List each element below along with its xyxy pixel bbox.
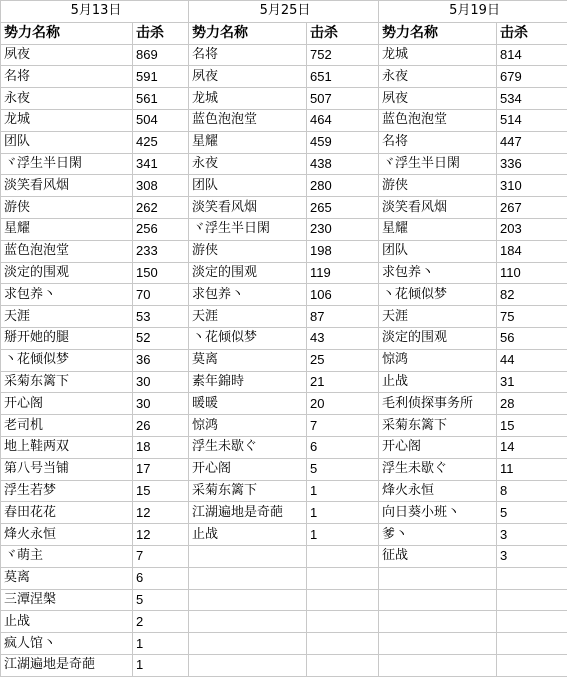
faction-name-cell[interactable]: 春田花花 — [1, 502, 133, 524]
faction-name-cell[interactable] — [189, 611, 307, 633]
kills-cell[interactable]: 7 — [133, 545, 189, 567]
faction-name-cell[interactable]: ヾ萌主 — [1, 545, 133, 567]
table-row — [1, 284, 567, 306]
faction-name-cell[interactable]: ヾ浮生半日閑 — [1, 153, 133, 175]
table-row — [1, 633, 567, 655]
faction-name-cell[interactable]: 毛利侦探事务所 — [379, 393, 497, 415]
table-row — [1, 218, 567, 240]
faction-name-cell[interactable]: ヾ浮生半日閑 — [189, 218, 307, 240]
kills-cell[interactable]: 150 — [133, 262, 189, 284]
table-row — [1, 480, 567, 502]
kills-cell[interactable]: 26 — [133, 415, 189, 437]
faction-name-cell[interactable] — [189, 567, 307, 589]
faction-name-cell[interactable] — [189, 589, 307, 611]
table-row — [1, 415, 567, 437]
faction-name-cell[interactable]: 夙夜 — [1, 44, 133, 66]
table-row — [1, 66, 567, 88]
kills-cell[interactable]: 75 — [497, 306, 567, 328]
faction-name-cell[interactable]: 开心阁 — [379, 436, 497, 458]
kills-cell[interactable] — [307, 633, 379, 655]
kills-cell[interactable] — [307, 545, 379, 567]
kills-cell[interactable]: 20 — [307, 393, 379, 415]
faction-name-cell[interactable]: 夙夜 — [379, 88, 497, 110]
faction-name-cell[interactable] — [379, 567, 497, 589]
faction-name-cell[interactable]: ヾ浮生半日閑 — [379, 153, 497, 175]
kills-cell[interactable] — [497, 654, 567, 676]
faction-name-cell[interactable]: 掰开她的腿 — [1, 327, 133, 349]
kills-cell[interactable]: 262 — [133, 197, 189, 219]
faction-name-cell[interactable]: 淡定的围观 — [189, 262, 307, 284]
faction-name-cell[interactable] — [379, 611, 497, 633]
date-row — [1, 1, 567, 23]
kills-cell[interactable]: 438 — [307, 153, 379, 175]
header-faction-name[interactable]: 势力名称 — [189, 22, 307, 44]
table-row — [1, 262, 567, 284]
faction-name-cell[interactable]: 烽火永恒 — [379, 480, 497, 502]
faction-name-cell[interactable]: 淡笑看风烟 — [1, 175, 133, 197]
kills-cell[interactable]: 184 — [497, 240, 567, 262]
kills-cell[interactable] — [307, 654, 379, 676]
kills-cell[interactable]: 504 — [133, 109, 189, 131]
kills-cell[interactable]: 56 — [497, 327, 567, 349]
faction-name-cell[interactable]: 蓝色泡泡堂 — [1, 240, 133, 262]
faction-name-cell[interactable] — [189, 545, 307, 567]
faction-name-cell[interactable]: 江湖遍地是奇葩 — [1, 654, 133, 676]
faction-name-cell[interactable]: 龙城 — [1, 109, 133, 131]
kills-cell[interactable] — [497, 589, 567, 611]
faction-name-cell[interactable]: 团队 — [1, 131, 133, 153]
kills-cell[interactable]: 82 — [497, 284, 567, 306]
faction-name-cell[interactable]: 蓝色泡泡堂 — [189, 109, 307, 131]
kills-cell[interactable]: 308 — [133, 175, 189, 197]
kills-cell[interactable]: 7 — [307, 415, 379, 437]
header-kills[interactable]: 击杀 — [497, 22, 567, 44]
faction-name-cell[interactable]: 龙城 — [189, 88, 307, 110]
faction-name-cell[interactable]: 团队 — [189, 175, 307, 197]
faction-name-cell[interactable]: 星耀 — [1, 218, 133, 240]
kills-cell[interactable]: 233 — [133, 240, 189, 262]
kills-cell[interactable]: 110 — [497, 262, 567, 284]
kills-cell[interactable]: 265 — [307, 197, 379, 219]
faction-name-cell[interactable]: 淡笑看风烟 — [379, 197, 497, 219]
faction-name-cell[interactable]: 浮生未歇ぐ — [189, 436, 307, 458]
date-cell[interactable]: 5月13日 — [1, 1, 189, 23]
faction-name-cell[interactable]: 莫离 — [1, 567, 133, 589]
faction-name-cell[interactable]: 素年錦時 — [189, 371, 307, 393]
kills-cell[interactable]: 15 — [497, 415, 567, 437]
faction-name-cell[interactable]: 游侠 — [1, 197, 133, 219]
kills-cell[interactable]: 534 — [497, 88, 567, 110]
faction-name-cell[interactable] — [379, 633, 497, 655]
faction-name-cell[interactable]: 丶花倾似梦 — [379, 284, 497, 306]
header-faction-name[interactable]: 势力名称 — [1, 22, 133, 44]
faction-name-cell[interactable]: 丶花倾似梦 — [1, 349, 133, 371]
kills-cell[interactable]: 3 — [497, 524, 567, 546]
faction-name-cell[interactable]: 天涯 — [189, 306, 307, 328]
table-row — [1, 654, 567, 676]
kills-cell[interactable]: 679 — [497, 66, 567, 88]
table-row — [1, 88, 567, 110]
faction-name-cell[interactable]: 求包养丶 — [1, 284, 133, 306]
kills-cell[interactable] — [497, 633, 567, 655]
faction-name-cell[interactable] — [379, 654, 497, 676]
kills-cell[interactable]: 87 — [307, 306, 379, 328]
faction-name-cell[interactable]: 惊鸿 — [189, 415, 307, 437]
faction-name-cell[interactable]: 江湖遍地是奇葩 — [189, 502, 307, 524]
faction-name-cell[interactable]: 永夜 — [1, 88, 133, 110]
kills-cell[interactable]: 12 — [133, 502, 189, 524]
header-faction-name[interactable]: 势力名称 — [379, 22, 497, 44]
kills-cell[interactable]: 11 — [497, 458, 567, 480]
faction-name-cell[interactable]: 暖暖 — [189, 393, 307, 415]
faction-name-cell[interactable]: 永夜 — [379, 66, 497, 88]
faction-name-cell[interactable]: 征战 — [379, 545, 497, 567]
faction-name-cell[interactable]: 止战 — [189, 524, 307, 546]
kills-cell[interactable]: 1 — [307, 502, 379, 524]
kills-cell[interactable]: 280 — [307, 175, 379, 197]
faction-name-cell[interactable]: 止战 — [1, 611, 133, 633]
kills-cell[interactable]: 267 — [497, 197, 567, 219]
table-row — [1, 458, 567, 480]
kills-cell[interactable]: 53 — [133, 306, 189, 328]
faction-name-cell[interactable]: 龙城 — [379, 44, 497, 66]
kills-cell[interactable]: 70 — [133, 284, 189, 306]
faction-name-cell[interactable]: 星耀 — [379, 218, 497, 240]
date-cell[interactable]: 5月19日 — [379, 1, 567, 23]
faction-name-cell[interactable]: 求包养丶 — [379, 262, 497, 284]
faction-name-cell[interactable] — [189, 633, 307, 655]
faction-name-cell[interactable]: 采菊东篱下 — [379, 415, 497, 437]
table-row — [1, 436, 567, 458]
kills-cell[interactable]: 591 — [133, 66, 189, 88]
faction-name-cell[interactable]: 烽火永恒 — [1, 524, 133, 546]
kills-cell[interactable]: 25 — [307, 349, 379, 371]
faction-name-cell[interactable]: 求包养丶 — [189, 284, 307, 306]
kills-cell[interactable]: 5 — [497, 502, 567, 524]
faction-name-cell[interactable]: 名将 — [379, 131, 497, 153]
kills-cell[interactable]: 12 — [133, 524, 189, 546]
kills-cell[interactable]: 256 — [133, 218, 189, 240]
kills-cell[interactable]: 36 — [133, 349, 189, 371]
kills-cell[interactable]: 651 — [307, 66, 379, 88]
kills-cell[interactable]: 18 — [133, 436, 189, 458]
faction-name-cell[interactable]: 淡定的围观 — [379, 327, 497, 349]
kills-cell[interactable]: 230 — [307, 218, 379, 240]
faction-name-cell[interactable] — [189, 654, 307, 676]
faction-name-cell[interactable]: 开心阁 — [189, 458, 307, 480]
table-row — [1, 393, 567, 415]
header-kills[interactable]: 击杀 — [133, 22, 189, 44]
faction-name-cell[interactable]: 爹丶 — [379, 524, 497, 546]
table-row — [1, 589, 567, 611]
table-row — [1, 109, 567, 131]
faction-name-cell[interactable]: 永夜 — [189, 153, 307, 175]
kills-cell[interactable]: 2 — [133, 611, 189, 633]
kills-cell[interactable]: 869 — [133, 44, 189, 66]
kills-cell[interactable]: 752 — [307, 44, 379, 66]
kills-cell[interactable]: 5 — [133, 589, 189, 611]
table-row — [1, 153, 567, 175]
faction-name-cell[interactable]: 淡笑看风烟 — [189, 197, 307, 219]
kills-cell[interactable]: 8 — [497, 480, 567, 502]
faction-name-cell[interactable]: 向日葵小班丶 — [379, 502, 497, 524]
kills-cell[interactable] — [497, 567, 567, 589]
faction-name-cell[interactable]: 名将 — [189, 44, 307, 66]
faction-name-cell[interactable]: 星耀 — [189, 131, 307, 153]
kills-cell[interactable] — [497, 611, 567, 633]
faction-name-cell[interactable]: 夙夜 — [189, 66, 307, 88]
faction-name-cell[interactable]: 老司机 — [1, 415, 133, 437]
table-row — [1, 524, 567, 546]
kills-cell[interactable]: 814 — [497, 44, 567, 66]
faction-name-cell[interactable]: 采菊东篱下 — [189, 480, 307, 502]
kills-cell[interactable]: 15 — [133, 480, 189, 502]
faction-name-cell[interactable]: 采菊东篱下 — [1, 371, 133, 393]
table-row — [1, 197, 567, 219]
kills-cell[interactable]: 106 — [307, 284, 379, 306]
kills-cell[interactable]: 464 — [307, 109, 379, 131]
kills-cell[interactable] — [307, 589, 379, 611]
faction-name-cell[interactable]: 止战 — [379, 371, 497, 393]
kills-cell[interactable]: 6 — [133, 567, 189, 589]
kills-cell[interactable]: 43 — [307, 327, 379, 349]
kills-cell[interactable]: 203 — [497, 218, 567, 240]
faction-name-cell[interactable]: 惊鸿 — [379, 349, 497, 371]
faction-name-cell[interactable]: 地上鞋两双 — [1, 436, 133, 458]
kills-cell[interactable]: 341 — [133, 153, 189, 175]
table-row — [1, 611, 567, 633]
faction-name-cell[interactable]: 开心阁 — [1, 393, 133, 415]
kills-cell[interactable]: 1 — [133, 654, 189, 676]
kills-cell[interactable]: 3 — [497, 545, 567, 567]
kills-cell[interactable] — [307, 611, 379, 633]
kills-cell[interactable]: 425 — [133, 131, 189, 153]
table-row — [1, 175, 567, 197]
faction-name-cell[interactable]: 名将 — [1, 66, 133, 88]
faction-name-cell[interactable]: 游侠 — [379, 175, 497, 197]
table-row — [1, 240, 567, 262]
kills-cell[interactable]: 17 — [133, 458, 189, 480]
table-row — [1, 371, 567, 393]
header-kills[interactable]: 击杀 — [307, 22, 379, 44]
table-row — [1, 327, 567, 349]
kills-cell[interactable]: 5 — [307, 458, 379, 480]
header-row — [1, 22, 567, 44]
kills-cell[interactable]: 44 — [497, 349, 567, 371]
kills-cell[interactable]: 1 — [133, 633, 189, 655]
faction-name-cell[interactable]: 淡定的围观 — [1, 262, 133, 284]
table-row — [1, 44, 567, 66]
kills-cell[interactable]: 30 — [133, 371, 189, 393]
date-cell[interactable]: 5月25日 — [189, 1, 379, 23]
kills-cell[interactable]: 198 — [307, 240, 379, 262]
kills-cell[interactable] — [307, 567, 379, 589]
kills-cell[interactable]: 30 — [133, 393, 189, 415]
table-row — [1, 567, 567, 589]
kills-cell[interactable]: 1 — [307, 480, 379, 502]
table-row — [1, 349, 567, 371]
table-row — [1, 131, 567, 153]
kills-cell[interactable]: 310 — [497, 175, 567, 197]
faction-name-cell[interactable]: 三潭涅槃 — [1, 589, 133, 611]
kills-cell[interactable]: 514 — [497, 109, 567, 131]
table-row — [1, 306, 567, 328]
faction-name-cell[interactable]: 丶花倾似梦 — [189, 327, 307, 349]
kills-cell[interactable]: 447 — [497, 131, 567, 153]
faction-name-cell[interactable]: 疯人馆丶 — [1, 633, 133, 655]
table-row — [1, 545, 567, 567]
kills-cell[interactable]: 14 — [497, 436, 567, 458]
kills-cell[interactable]: 459 — [307, 131, 379, 153]
faction-name-cell[interactable]: 游侠 — [189, 240, 307, 262]
kills-cell[interactable]: 561 — [133, 88, 189, 110]
faction-name-cell[interactable]: 莫离 — [189, 349, 307, 371]
faction-name-cell[interactable]: 团队 — [379, 240, 497, 262]
kills-cell[interactable]: 21 — [307, 371, 379, 393]
faction-name-cell[interactable]: 第八号当铺 — [1, 458, 133, 480]
kills-cell[interactable]: 336 — [497, 153, 567, 175]
kills-cell[interactable]: 31 — [497, 371, 567, 393]
kills-cell[interactable]: 52 — [133, 327, 189, 349]
kills-cell[interactable]: 28 — [497, 393, 567, 415]
kills-cell[interactable]: 119 — [307, 262, 379, 284]
faction-name-cell[interactable]: 浮生若梦 — [1, 480, 133, 502]
table-row — [1, 502, 567, 524]
faction-name-cell[interactable]: 浮生未歇ぐ — [379, 458, 497, 480]
faction-name-cell[interactable] — [379, 589, 497, 611]
kills-cell[interactable]: 1 — [307, 524, 379, 546]
faction-name-cell[interactable]: 天涯 — [379, 306, 497, 328]
faction-name-cell[interactable]: 蓝色泡泡堂 — [379, 109, 497, 131]
kills-cell[interactable]: 6 — [307, 436, 379, 458]
faction-name-cell[interactable]: 天涯 — [1, 306, 133, 328]
kills-cell[interactable]: 507 — [307, 88, 379, 110]
